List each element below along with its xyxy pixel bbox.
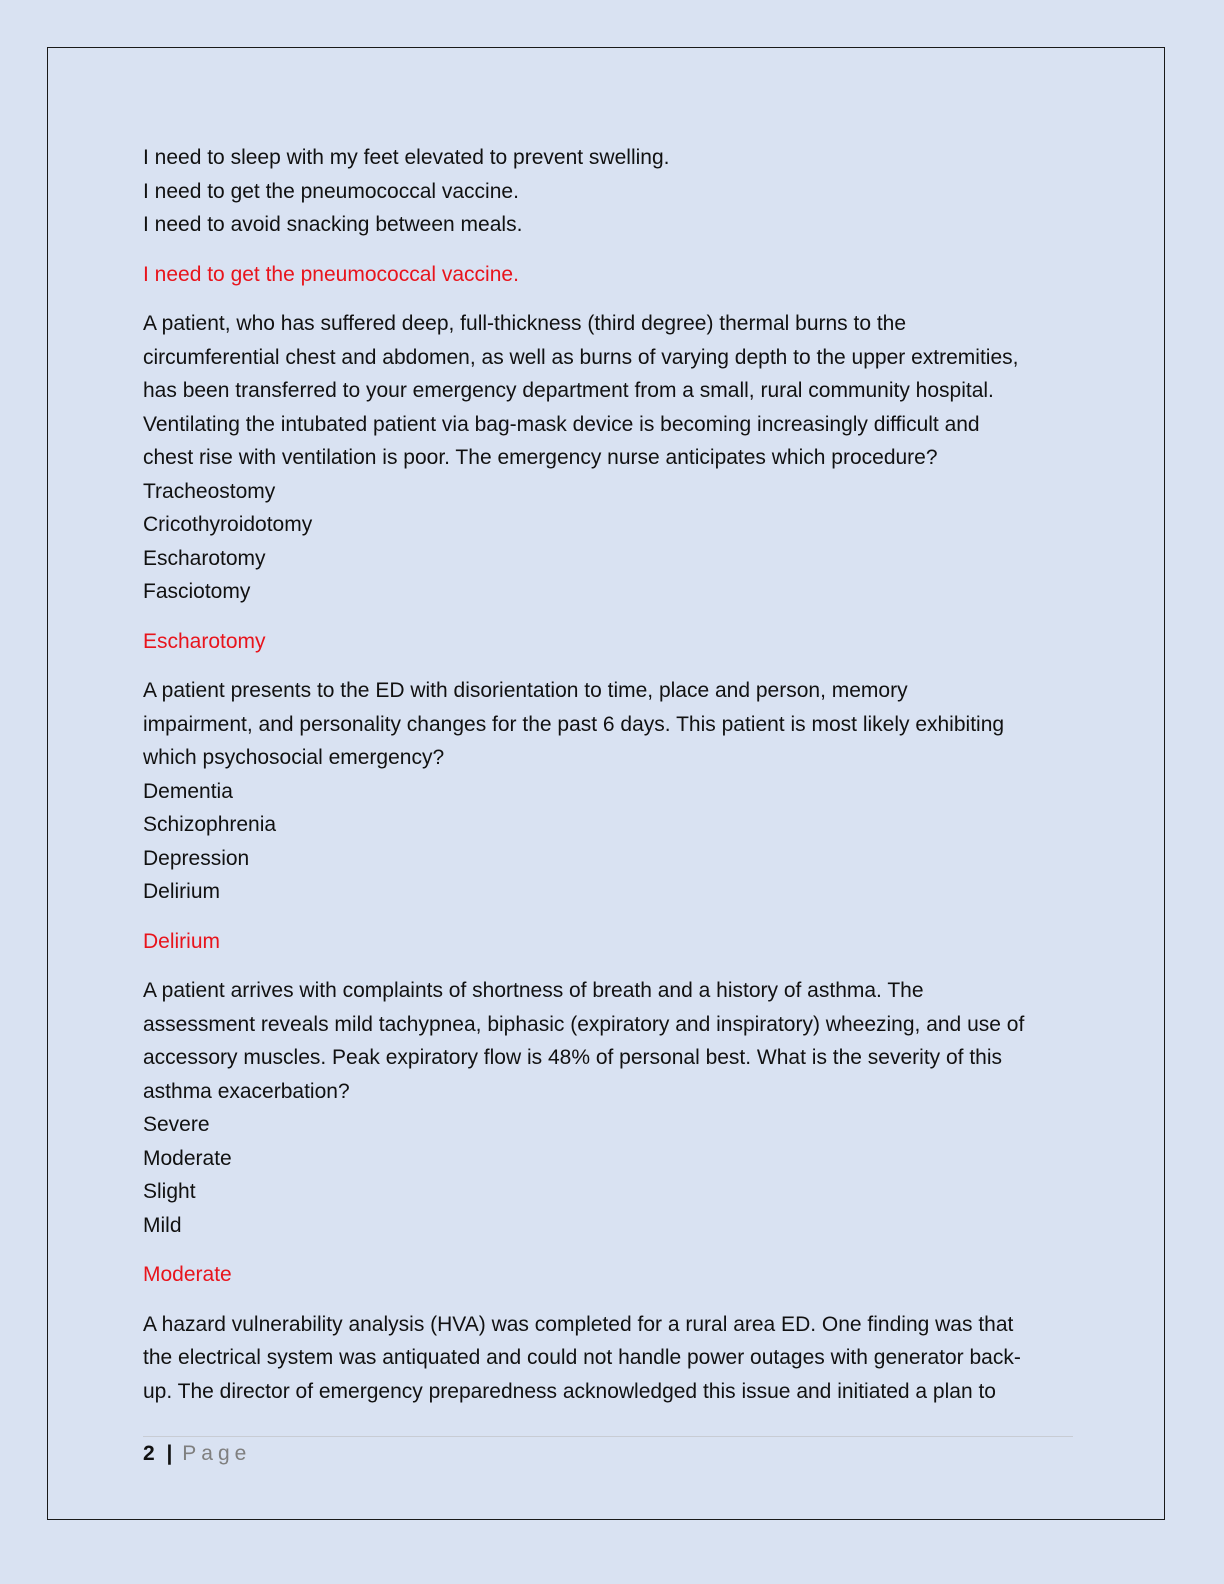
footer-divider bbox=[143, 1436, 1073, 1437]
option-item: Escharotomy bbox=[143, 546, 266, 570]
paragraph-gap bbox=[143, 609, 1073, 625]
question-block bbox=[143, 307, 1073, 609]
question-line: A patient arrives with complaints of shortness of breath and a history of asthma. The bbox=[143, 979, 924, 1002]
question-block bbox=[143, 1308, 1073, 1409]
option-item: Dementia bbox=[143, 779, 233, 803]
question-line: circumferential chest and abdomen, as well as burns of varying depth to the upper extremities, bbox=[143, 345, 1019, 369]
document-body bbox=[143, 141, 1073, 1408]
question-line: accessory muscles. Peak expiratory flow is 48% of personal best. What is the severity of this bbox=[143, 1046, 1003, 1069]
question-line: assessment reveals mild tachypnea, biphasic (expiratory and inspiratory) wheezing, and use of bbox=[143, 1012, 1025, 1036]
page-label: Page bbox=[182, 1442, 252, 1465]
option-item: Delirium bbox=[143, 880, 221, 903]
question-block bbox=[143, 974, 1073, 1242]
option-item: Slight bbox=[143, 1180, 196, 1203]
paragraph-gap bbox=[143, 1242, 1073, 1258]
answer-text: Escharotomy bbox=[143, 629, 266, 653]
page-number: 2 bbox=[143, 1442, 155, 1465]
paragraph-gap bbox=[143, 1292, 1073, 1308]
page-footer bbox=[143, 1440, 251, 1468]
question-line: asthma exacerbation? bbox=[143, 1079, 350, 1103]
question-line: chest rise with ventilation is poor. The emergency nurse anticipates which procedure? bbox=[143, 446, 938, 469]
option-list bbox=[143, 141, 1073, 242]
paragraph-gap bbox=[143, 909, 1073, 925]
option-item: Fasciotomy bbox=[143, 580, 251, 603]
paragraph-gap bbox=[143, 958, 1073, 974]
paragraph-gap bbox=[143, 242, 1073, 258]
question-line: A patient presents to the ED with disorientation to time, place and person, memory bbox=[143, 679, 908, 702]
question-line: has been transferred to your emergency department from a small, rural community hospital. bbox=[143, 379, 994, 402]
option-item: Depression bbox=[143, 846, 250, 870]
question-line: which psychosocial emergency? bbox=[143, 746, 445, 769]
option-item: Schizophrenia bbox=[143, 813, 277, 836]
option-item: I need to sleep with my feet elevated to prevent swelling. bbox=[143, 146, 670, 169]
question-line: the electrical system was antiquated and could not handle power outages with generator back- bbox=[143, 1346, 1021, 1369]
option-item: Moderate bbox=[143, 1146, 232, 1170]
option-item: Cricothyroidotomy bbox=[143, 513, 313, 536]
question-line: up. The director of emergency preparedness acknowledged this issue and initiated a plan to bbox=[143, 1379, 996, 1403]
answer-text: Moderate bbox=[143, 1263, 232, 1286]
answer-text: Delirium bbox=[143, 929, 221, 953]
option-item: I need to avoid snacking between meals. bbox=[143, 213, 523, 236]
question-line: A patient, who has suffered deep, full-thickness (third degree) thermal burns to the bbox=[143, 312, 907, 335]
option-item: Tracheostomy bbox=[143, 479, 276, 503]
paragraph-gap bbox=[143, 291, 1073, 307]
question-block bbox=[143, 674, 1073, 909]
footer-separator: | bbox=[166, 1442, 173, 1465]
answer-text: I need to get the pneumococcal vaccine. bbox=[143, 262, 519, 286]
question-line: A hazard vulnerability analysis (HVA) was completed for a rural area ED. One finding was that bbox=[143, 1312, 1014, 1336]
question-line: Ventilating the intubated patient via bag-mask device is becoming increasingly difficult and bbox=[143, 412, 980, 436]
option-item: Severe bbox=[143, 1113, 210, 1136]
option-item: I need to get the pneumococcal vaccine. bbox=[143, 179, 519, 203]
question-line: impairment, and personality changes for the past 6 days. This patient is most likely exhibiting bbox=[143, 712, 1005, 736]
option-item: Mild bbox=[143, 1213, 182, 1237]
paragraph-gap bbox=[143, 658, 1073, 674]
